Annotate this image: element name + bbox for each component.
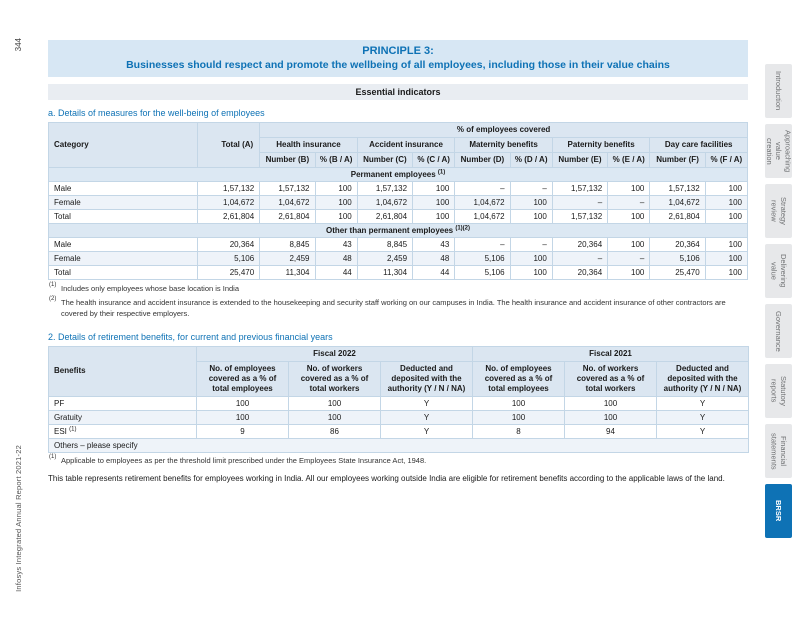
column-header-coverage: % of employees covered	[260, 123, 748, 138]
benefit-group-header: Maternity benefits	[455, 138, 553, 153]
retirement-footnote: (1) Applicable to employees as per the threshold limit prescribed under the Employees State Insurance Act, 1948.	[49, 453, 427, 465]
percent-subheader: % (D / A)	[510, 153, 552, 168]
cell-value: 5,106	[197, 252, 259, 266]
cell-value: 1,04,672	[197, 196, 259, 210]
side-tab-introduction[interactable]: Introduction	[765, 64, 792, 118]
wellbeing-table-body	[49, 168, 748, 280]
principle-title: PRINCIPLE 3:	[362, 45, 434, 57]
side-tab-brsr[interactable]: BRSR	[765, 484, 792, 538]
row-category: Total	[49, 266, 198, 280]
cell-value: 100	[413, 210, 455, 224]
cell-value: 44	[315, 266, 357, 280]
cell-value: 100	[608, 266, 650, 280]
column-header-total: Total (A)	[197, 123, 259, 168]
wellbeing-footnotes	[48, 284, 748, 320]
table-row	[49, 238, 748, 252]
cell-value: 100	[705, 196, 747, 210]
cell-value: 100	[413, 182, 455, 196]
principle-subtitle: Businesses should respect and promote the wellbeing of all employees, including those in their value chains	[126, 59, 670, 71]
cell-value: 86	[289, 424, 381, 438]
cell-value: 25,470	[197, 266, 259, 280]
benefit-group-header: Accident insurance	[357, 138, 455, 153]
cell-value: 2,61,804	[357, 210, 412, 224]
cell-value: 1,04,672	[260, 196, 315, 210]
cell-value: 100	[315, 210, 357, 224]
essential-indicators-band: Essential indicators	[48, 84, 748, 100]
cell-value: 100	[197, 396, 289, 410]
retirement-subheader: Deducted and deposited with the authority (Y / N / NA)	[657, 361, 749, 396]
number-subheader: Number (B)	[260, 153, 315, 168]
benefit-group-header: Paternity benefits	[552, 138, 650, 153]
percent-subheader: % (E / A)	[608, 153, 650, 168]
cell-value: –	[608, 252, 650, 266]
cell-value: 1,57,132	[552, 210, 607, 224]
cell-value: 100	[289, 396, 381, 410]
cell-value: 100	[510, 196, 552, 210]
cell-value: 100	[705, 210, 747, 224]
side-tab-strategy-review[interactable]: Strategy review	[765, 184, 792, 238]
table-row	[49, 424, 749, 438]
footnote: (1) Includes only employees whose base location is India	[49, 282, 240, 293]
number-subheader: Number (C)	[357, 153, 412, 168]
column-header-fiscal-2022: Fiscal 2022	[197, 346, 473, 361]
cell-value: 44	[413, 266, 455, 280]
cell-value: 20,364	[552, 238, 607, 252]
cell-value: 100	[565, 410, 657, 424]
percent-subheader: % (C / A)	[413, 153, 455, 168]
cell-value: 100	[565, 396, 657, 410]
cell-value: 100	[705, 252, 747, 266]
wellbeing-table	[48, 122, 748, 280]
cell-value: 100	[510, 210, 552, 224]
retirement-table-body	[49, 396, 749, 452]
cell-value: 8	[473, 424, 565, 438]
retirement-note: This table represents retirement benefits for employees working in India. All our employees working outside India are eligible for retirement benefits according to the applicable laws of the land.	[48, 473, 725, 483]
main-content	[48, 40, 748, 484]
table-row	[49, 210, 748, 224]
retirement-subheader: No. of employees covered as a % of total employees	[473, 361, 565, 396]
row-benefit: ESI $^{(1)}$	[49, 424, 197, 438]
cell-value: 1,04,672	[650, 196, 705, 210]
side-tab-approaching-value-creation[interactable]: Approaching value creation	[765, 124, 792, 178]
cell-value: 1,04,672	[455, 196, 510, 210]
cell-value: 43	[413, 238, 455, 252]
cell-value: 5,106	[650, 252, 705, 266]
cell-value: –	[608, 196, 650, 210]
cell-value: 1,57,132	[197, 182, 259, 196]
cell-value: 48	[315, 252, 357, 266]
cell-value: Y	[381, 424, 473, 438]
cell-value: 100	[705, 266, 747, 280]
cell-value: 1,04,672	[455, 210, 510, 224]
cell-value: 100	[315, 182, 357, 196]
section-header-row	[49, 168, 748, 182]
cell-value: 2,459	[260, 252, 315, 266]
retirement-subheader: No. of workers covered as a % of total workers	[565, 361, 657, 396]
cell-value: 100	[608, 210, 650, 224]
number-subheader: Number (D)	[455, 153, 510, 168]
others-label: Others – please specify	[49, 438, 749, 452]
table-row	[49, 410, 749, 424]
number-subheader: Number (E)	[552, 153, 607, 168]
cell-value: 100	[510, 266, 552, 280]
table-row	[49, 196, 748, 210]
row-category: Male	[49, 238, 198, 252]
side-tab-delivering-value[interactable]: Delivering value	[765, 244, 792, 298]
benefit-group-header: Day care facilities	[650, 138, 748, 153]
cell-value: 8,845	[260, 238, 315, 252]
cell-value: –	[510, 238, 552, 252]
cell-value: 1,57,132	[650, 182, 705, 196]
cell-value: 2,459	[357, 252, 412, 266]
cell-value: 100	[510, 252, 552, 266]
cell-value: 100	[289, 410, 381, 424]
cell-value: 48	[413, 252, 455, 266]
row-benefit: PF	[49, 396, 197, 410]
side-tab-governance[interactable]: Governance	[765, 304, 792, 358]
footnote: (2) The health insurance and accident insurance is extended to the housekeeping and security staff working on our campuses in India. The health insurance and accident insurance of other contractors are covered by their respective employers.	[49, 295, 726, 318]
wellbeing-table-heading: a. Details of measures for the well-being of employees	[48, 108, 265, 118]
footnote-text: Applicable to employees as per the threshold limit prescribed under the Employees State Insurance Act, 1948.	[61, 455, 427, 465]
cell-value: 20,364	[197, 238, 259, 252]
number-subheader: Number (F)	[650, 153, 705, 168]
cell-value: 5,106	[455, 266, 510, 280]
cell-value: –	[552, 196, 607, 210]
cell-value: 5,106	[455, 252, 510, 266]
retirement-benefits-table	[48, 346, 749, 453]
cell-value: 43	[315, 238, 357, 252]
cell-value: 1,57,132	[552, 182, 607, 196]
row-category: Female	[49, 252, 198, 266]
table-row	[49, 266, 748, 280]
cell-value: Y	[381, 396, 473, 410]
retirement-table-heading: 2. Details of retirement benefits, for current and previous financial years	[48, 331, 333, 342]
cell-value: 25,470	[650, 266, 705, 280]
cell-value: 1,04,672	[357, 196, 412, 210]
cell-value: 9	[197, 424, 289, 438]
others-row	[49, 438, 749, 452]
principle-banner	[48, 40, 748, 77]
retirement-subheader: No. of workers covered as a % of total workers	[289, 361, 381, 396]
cell-value: 100	[705, 238, 747, 252]
percent-subheader: % (F / A)	[705, 153, 747, 168]
cell-value: 100	[473, 410, 565, 424]
cell-value: 11,304	[357, 266, 412, 280]
cell-value: 100	[608, 182, 650, 196]
cell-value: 100	[473, 396, 565, 410]
cell-value: 100	[315, 196, 357, 210]
side-tab-statutory-reports[interactable]: Statutory reports	[765, 364, 792, 418]
cell-value: –	[455, 182, 510, 196]
cell-value: 2,61,804	[260, 210, 315, 224]
cell-value: Y	[657, 410, 749, 424]
page-number: 344	[14, 38, 23, 52]
cell-value: 100	[705, 182, 747, 196]
row-category: Male	[49, 182, 198, 196]
retirement-subheader: No. of employees covered as a % of total employees	[197, 361, 289, 396]
row-category: Female	[49, 196, 198, 210]
cell-value: –	[510, 182, 552, 196]
cell-value: –	[552, 252, 607, 266]
cell-value: Y	[657, 396, 749, 410]
cell-value: 2,61,804	[650, 210, 705, 224]
cell-value: 100	[608, 238, 650, 252]
section-label: Permanent employees $^{(1)}$	[49, 168, 748, 182]
table-row	[49, 252, 748, 266]
cell-value: 1,57,132	[260, 182, 315, 196]
section-header-row	[49, 224, 748, 238]
row-category: Total	[49, 210, 198, 224]
spine-title: Infosys Integrated Annual Report 2021-22	[14, 445, 23, 592]
column-header-fiscal-2021: Fiscal 2021	[473, 346, 749, 361]
section-label: Other than permanent employees $^{(1)(2)}$	[49, 224, 748, 238]
cell-value: 100	[413, 196, 455, 210]
side-tab-financial-statements[interactable]: Financial statements	[765, 424, 792, 478]
column-header-benefits: Benefits	[49, 346, 197, 396]
retirement-subheader: Deducted and deposited with the authority (Y / N / NA)	[381, 361, 473, 396]
cell-value: –	[455, 238, 510, 252]
cell-value: 8,845	[357, 238, 412, 252]
cell-value: Y	[657, 424, 749, 438]
cell-value: Y	[381, 410, 473, 424]
cell-value: 100	[197, 410, 289, 424]
table-row	[49, 396, 749, 410]
cell-value: 1,57,132	[357, 182, 412, 196]
benefit-group-header: Health insurance	[260, 138, 358, 153]
percent-subheader: % (B / A)	[315, 153, 357, 168]
column-header-category: Category	[49, 123, 198, 168]
row-benefit: Gratuity	[49, 410, 197, 424]
cell-value: 2,61,804	[197, 210, 259, 224]
side-navigation-tabs	[765, 64, 792, 538]
cell-value: 11,304	[260, 266, 315, 280]
cell-value: 20,364	[650, 238, 705, 252]
cell-value: 94	[565, 424, 657, 438]
table-row	[49, 182, 748, 196]
cell-value: 20,364	[552, 266, 607, 280]
